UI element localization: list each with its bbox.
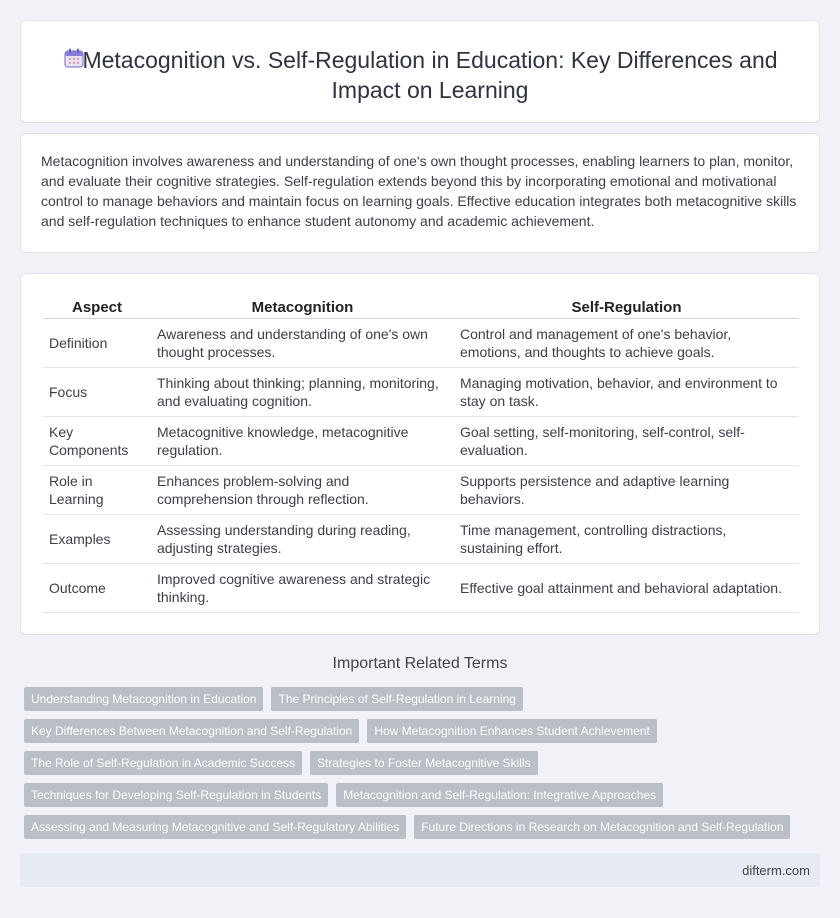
row-aspect: Outcome (43, 563, 151, 612)
table-header-row (43, 291, 799, 318)
row-metacognition: Improved cognitive awareness and strategic thinking. (151, 563, 454, 612)
related-term-tag[interactable]: Key Differences Between Metacognition and Self-Regulation (24, 719, 359, 743)
row-self-regulation: Time management, controlling distractions, sustaining effort. (454, 514, 799, 563)
table-row (43, 465, 799, 514)
related-term-tag[interactable]: The Principles of Self-Regulation in Learning (271, 687, 522, 711)
row-metacognition: Thinking about thinking; planning, monitoring, and evaluating cognition. (151, 367, 454, 416)
related-term-tag[interactable]: Strategies to Foster Metacognitive Skills (310, 751, 537, 775)
related-term-tag[interactable]: The Role of Self-Regulation in Academic Success (24, 751, 302, 775)
related-terms-heading: Important Related Terms (332, 655, 508, 672)
table-row (43, 563, 799, 612)
table-row (43, 367, 799, 416)
row-aspect: Role in Learning (43, 465, 151, 514)
related-term-tag[interactable]: How Metacognition Enhances Student Achievement (367, 719, 657, 743)
related-term-tag[interactable]: Assessing and Measuring Metacognitive and Self-Regulatory Abilities (24, 815, 406, 839)
intro-card (20, 133, 820, 253)
row-metacognition: Metacognitive knowledge, metacognitive regulation. (151, 416, 454, 465)
footer (20, 853, 820, 887)
related-term-tag[interactable]: Techniques for Developing Self-Regulation in Students (24, 783, 328, 807)
page-title: Metacognition vs. Self-Regulation in Education: Key Differences and Impact on Learning (82, 47, 778, 103)
tag-row (24, 719, 657, 743)
table-row (43, 514, 799, 563)
tag-row (24, 751, 538, 775)
header-metacognition: Metacognition (151, 291, 454, 318)
tag-row (24, 687, 523, 711)
row-self-regulation: Control and management of one's behavior, emotions, and thoughts to achieve goals. (454, 318, 799, 367)
header-card (20, 20, 820, 123)
intro-paragraph: Metacognition involves awareness and understanding of one's own thought processes, enabling learners to plan, monitor, and evaluate their cognitive strategies. Self-regulation extends beyond this by incorporating emotional and motivational control to manage behaviors and maintain focus on learning goals. Effective education integrates both metacognitive skills and self-regulation techniques to enhance student autonomy and academic achievement. (41, 153, 797, 229)
related-term-tag[interactable]: Metacognition and Self-Regulation: Integrative Approaches (336, 783, 663, 807)
row-aspect: Examples (43, 514, 151, 563)
row-self-regulation: Managing motivation, behavior, and environment to stay on task. (454, 367, 799, 416)
header-self-regulation: Self-Regulation (454, 291, 799, 318)
comparison-table (43, 291, 799, 613)
row-aspect: Focus (43, 367, 151, 416)
table-row (43, 416, 799, 465)
row-aspect: Definition (43, 318, 151, 367)
tag-row (24, 783, 663, 807)
table-row (43, 318, 799, 367)
header-aspect: Aspect (43, 291, 151, 318)
footer-site-link[interactable]: difterm.com (742, 863, 810, 878)
row-self-regulation: Effective goal attainment and behavioral adaptation. (454, 563, 799, 612)
row-self-regulation: Supports persistence and adaptive learning behaviors. (454, 465, 799, 514)
row-aspect: Key Components (43, 416, 151, 465)
row-metacognition: Enhances problem-solving and comprehension through reflection. (151, 465, 454, 514)
row-metacognition: Awareness and understanding of one's own thought processes. (151, 318, 454, 367)
row-metacognition: Assessing understanding during reading, adjusting strategies. (151, 514, 454, 563)
comparison-table-card (20, 273, 820, 635)
related-term-tag[interactable]: Future Directions in Research on Metacognition and Self-Regulation (414, 815, 790, 839)
row-self-regulation: Goal setting, self-monitoring, self-control, self-evaluation. (454, 416, 799, 465)
related-term-tag[interactable]: Understanding Metacognition in Education (24, 687, 263, 711)
tag-row (24, 815, 790, 839)
